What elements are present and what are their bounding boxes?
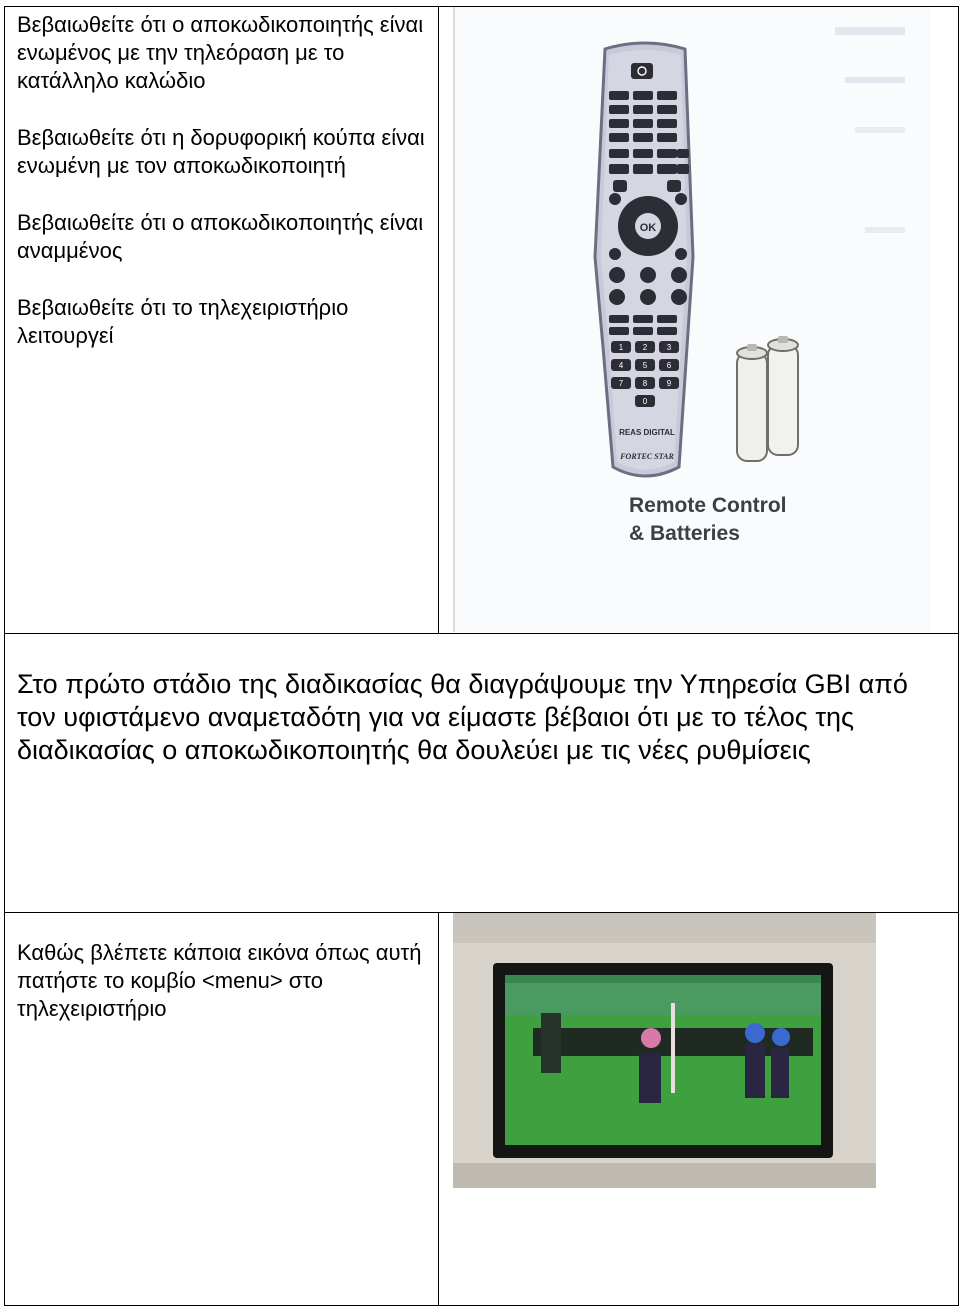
batteries [737, 336, 798, 461]
document-page [4, 6, 959, 1306]
instruction-text: Βεβαιωθείτε ότι ο αποκωδικοποιητής είναι αναμμένος [17, 210, 424, 263]
image-caption-line2: & Batteries [629, 522, 740, 545]
tv-photo [453, 913, 876, 1188]
digit-label: 4 [618, 361, 624, 370]
ok-button-label: OK [639, 222, 657, 234]
digit-label: 7 [618, 379, 624, 388]
remote-brand: FORTEC STAR [620, 452, 674, 461]
instruction-table [4, 6, 959, 1306]
explanation-cell [5, 634, 959, 913]
table-row [5, 7, 959, 634]
tv-image-cell [439, 913, 959, 1306]
checklist [5, 7, 438, 350]
digit-label: 6 [666, 361, 672, 370]
digit-label: 9 [666, 379, 672, 388]
remote-control-illustration [455, 7, 931, 632]
table-row [5, 634, 959, 913]
instruction-text: Βεβαιωθείτε ότι το τηλεχειριστήριο λειτουργεί [17, 295, 349, 348]
instructions-cell [5, 7, 439, 634]
image-caption-line1: Remote Control [629, 494, 787, 517]
digit-label: 3 [666, 343, 672, 352]
remote-image-cell [439, 7, 959, 634]
digit-label: 8 [642, 379, 648, 388]
digit-label: 5 [642, 361, 648, 370]
remote-logo: REAS DIGITAL [619, 428, 675, 437]
remote-photo [453, 7, 931, 632]
step-text-cell [5, 913, 439, 1306]
digit-label: 2 [642, 343, 648, 352]
digit-label: 0 [642, 397, 648, 406]
table-row [5, 913, 959, 1306]
digit-label: 1 [618, 343, 624, 352]
instruction-text: Βεβαιωθείτε ότι ο αποκωδικοποιητής είναι ενωμένος με την τηλεόραση με το κατάλληλο καλώδιο [17, 12, 424, 93]
instruction-text: Βεβαιωθείτε ότι η δορυφορική κούπα είναι ενωμένη με τον αποκωδικοποιητή [17, 125, 425, 178]
tv-screen-illustration [453, 913, 876, 1188]
step-instruction: Καθώς βλέπετε κάποια εικόνα όπως αυτή πατήστε το κομβίο <menu> στο τηλεχειριστήριο [17, 940, 422, 1021]
explanation-text: Στο πρώτο στάδιο της διαδικασίας θα διαγράψουμε την Υπηρεσία GBI από τον υφιστάμενο αναμεταδότη για να είμαστε βέβαιοι ότι με το τέλος της διαδικασίας ο αποκωδικοποιητής θα δουλεύει με τις νέες ρυθμίσεις [17, 669, 908, 765]
